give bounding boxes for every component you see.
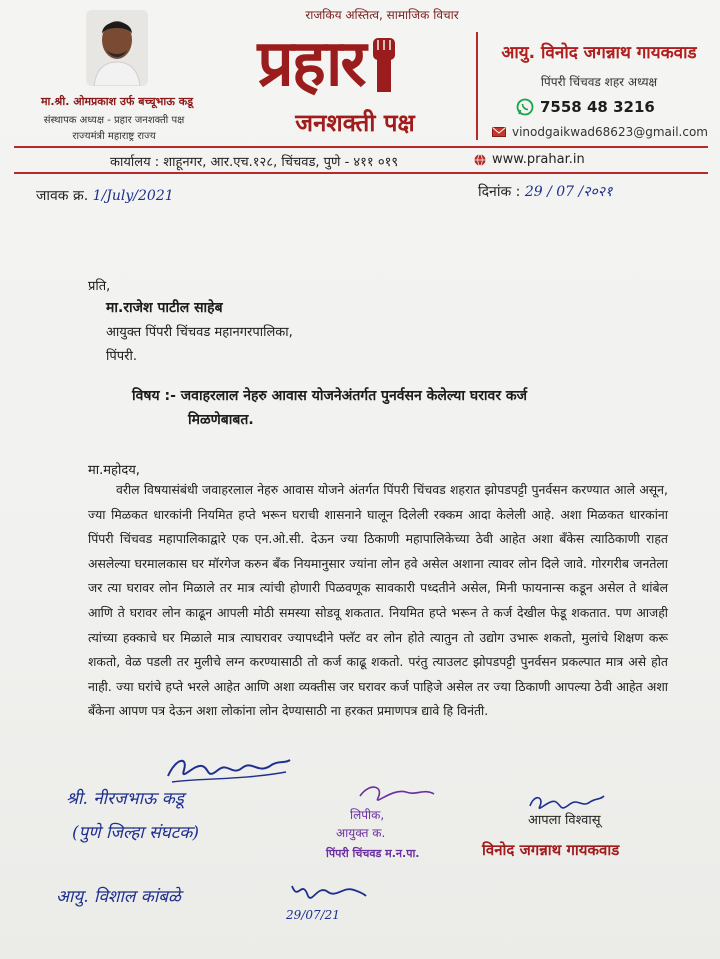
salutation: मा.महोदय, — [88, 463, 140, 478]
subject — [132, 384, 652, 432]
yours-faithfully: आपला विश्वासू — [528, 813, 601, 828]
bottom-handwritten-note: आयु. विशाल कांबळे — [56, 887, 181, 907]
whatsapp-icon — [516, 98, 534, 116]
recipient-label: प्रति, — [88, 279, 111, 294]
header-divider — [476, 32, 478, 140]
website-row — [474, 152, 585, 167]
party-name: जनशक्ती पक्ष — [295, 109, 415, 137]
phone-row — [516, 96, 655, 118]
recipient-city: पिंपरी. — [106, 349, 137, 364]
founder-name: मा.श्री. ओमप्रकाश उर्फ बच्चूभाऊ कडू — [40, 95, 194, 108]
president-role: पिंपरी चिंचवड शहर अध्यक्ष — [540, 75, 658, 89]
web-icon — [474, 154, 486, 166]
party-tagline: राजकिय अस्तित्व, सामाजिक विचार — [305, 8, 459, 22]
logo-text: प्रहार — [257, 26, 365, 101]
email-icon — [492, 127, 506, 137]
founder-role: संस्थापक अध्यक्ष - प्रहार जनशक्ती पक्ष — [43, 115, 185, 126]
president-name: आयु. विनोद जगन्नाथ गायकवाड — [501, 43, 697, 63]
outward-label: जावक क्र. — [36, 188, 89, 204]
body-paragraph: वरील विषयासंबंधी जवाहरलाल नेहरु आवास योजने अंतर्गत पिंपरी चिंचवड शहरात झोपडपट्टी पुनर्वसन करण्यात आले असून, ज्या मिळकत धारकांनी नियमित हप्ते भरून घराची शासनाने घालून दिलेली रक्कम आदा केलेली आहे. अशा मिळकत धारकांना पिंपरी चिंचवड महापालिकाद्वारे एक एन.ओ.सी. देऊन ज्या ठिकाणी महापालिकेच्या ठेवी आहेत अशा बँकेस त्याठिकाणी राहत असलेल्या घरमालकास घर मॉरगेज करुन बँक नियमानुसार ज्यांना लोन हवे असेल अशाना त्यावर लोन दिले जावे. गोरगरीब जनतेला जर त्या घरावर लोन मिळाले तर मात्र त्यांची होणारी पिळवणूक सावकारी पध्दतीने असेल, मिनी फायनान्स कडून असेल ते थांबेल आणि ते घरावर लोन काढून आपली मोठी समस्या सोडवू शकतात. नियमित हप्ते भरून ते कर्ज देखील फेडू शकतात. पण आजही त्यांच्या हक्काचे घर मिळाले मात्र त्याघरावर ज्यापध्दीने फ्लॅट वर लोन होते त्यातुन तो उद्योग उभारू शकतो, मुलांचे शिक्षण करू शकतो, वेळ पडली तर मुलीचे लग्न करण्यासाठी तो कर्ज काढू शकतो. परंतु त्याउलट झोपडपट्टी पुनर्वसन प्रकल्पात मात्र असे होत नाही. ज्या घरांचे हप्ते भरले आहेत आणि अशा व्यक्तीस जर घरावर कर्ज पाहिजे असेल तर ज्या ठिकाणी आपल्या ठेवी आहेत अशा बँकेना आपण पत्र देऊन अशा लोकांना लोन देण्यासाठी ना हरकत प्रमाणपत्र द्यावे हि विनंती. — [88, 482, 668, 719]
founder-post: राज्यमंत्री महाराष्ट्र राज्य — [72, 131, 156, 142]
date-label: दिनांक : — [478, 184, 521, 200]
bottom-signature-scribble — [288, 876, 368, 906]
stamp-clerk: लिपीक, — [350, 808, 385, 822]
stamp-commissioner: आयुक्त क. — [336, 826, 386, 840]
letter-date — [478, 182, 612, 201]
subject-line-2: मिळणेबाबत. — [188, 412, 254, 428]
founder-photo — [86, 10, 148, 86]
party-logo — [204, 28, 454, 100]
header-rule-bottom — [14, 172, 708, 174]
letter-body — [88, 478, 668, 724]
website-link[interactable]: www.prahar.in — [492, 152, 585, 167]
stamp-office: पिंपरी चिंचवड म.न.पा. — [326, 847, 420, 860]
office-address: कार्यालय : शाहूनगर, आर.एच.१२८, चिंचवड, पुणे - ४११ ०१९ — [110, 155, 399, 170]
recipient-name: मा.राजेश पाटील साहेब — [106, 300, 223, 316]
subject-line-1: विषय :- जवाहरलाल नेहरु आवास योजनेअंतर्गत पुनर्वसन केलेल्या घरावर कर्ज — [132, 388, 528, 404]
date-value: 29 / 07 /२०२१ — [524, 184, 613, 200]
phone-number[interactable]: 7558 48 3216 — [540, 98, 655, 116]
email-address[interactable]: vinodgaikwad68623@gmail.com — [512, 125, 708, 139]
left-signatory-role: (पुणे जिल्हा संघटक) — [72, 823, 199, 843]
outward-number — [36, 186, 174, 205]
outward-value: 1/July/2021 — [92, 188, 174, 204]
bottom-handwritten-date: 29/07/21 — [286, 908, 340, 922]
sender-name: विनोद जगन्नाथ गायकवाड — [482, 841, 620, 859]
email-row — [492, 124, 708, 140]
fist-icon — [367, 34, 401, 94]
left-signature-scribble — [162, 752, 294, 788]
left-signatory-name: श्री. नीरजभाऊ कडू — [66, 789, 184, 809]
header-rule-top — [14, 146, 708, 148]
recipient-designation: आयुक्त पिंपरी चिंचवड महानगरपालिका, — [106, 325, 293, 340]
